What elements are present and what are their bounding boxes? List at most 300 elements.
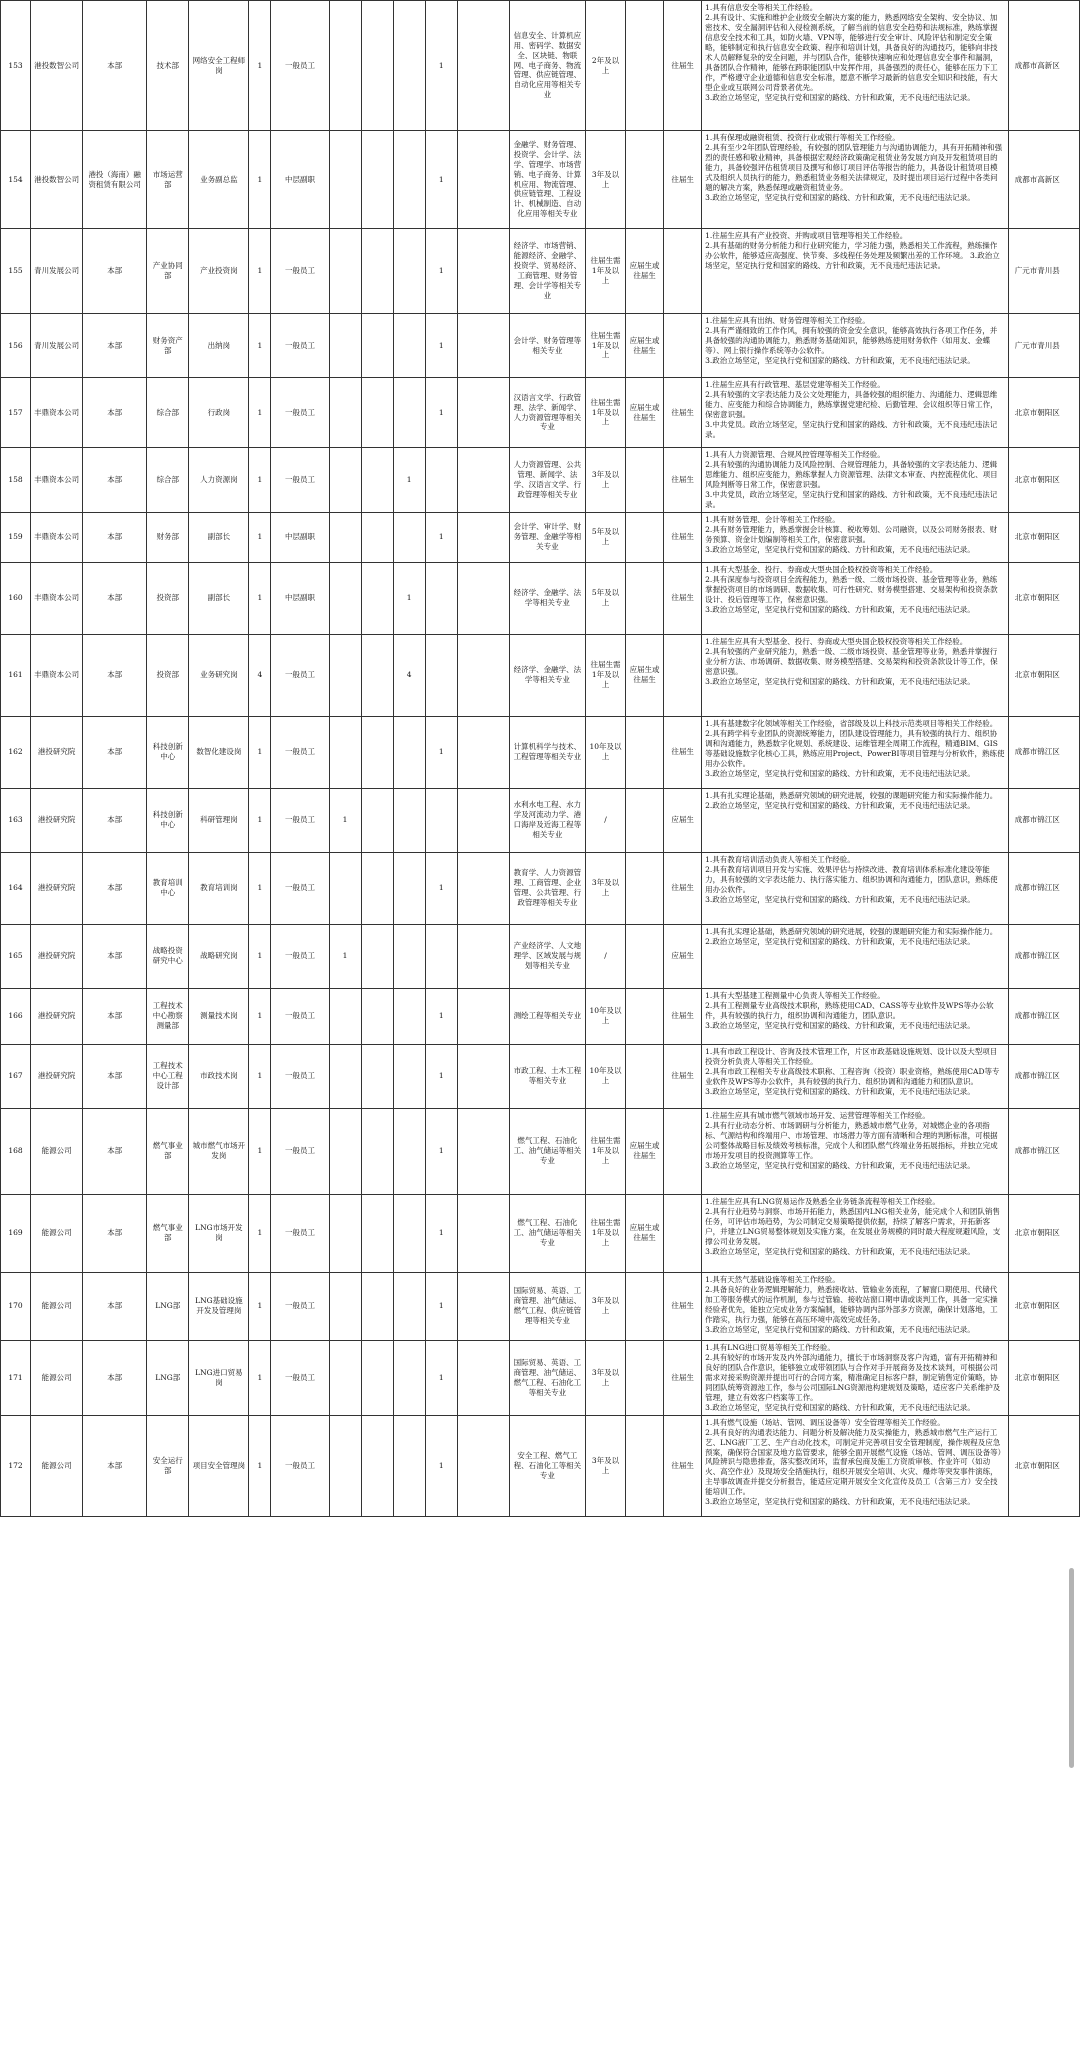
quota-cell-4: 1 <box>425 1340 457 1415</box>
no-cell: 164 <box>1 852 31 924</box>
quota-cell-2 <box>361 229 393 314</box>
post-cell: 人力资源岗 <box>189 448 249 513</box>
table-row <box>1 634 1080 716</box>
quota-cell-5 <box>457 1272 509 1340</box>
company-cell: 丰鼎资本公司 <box>31 378 83 448</box>
quota-cell-4: 1 <box>425 512 457 562</box>
experience-cell: 3年及以上 <box>585 131 625 229</box>
candidate-type-cell <box>626 1340 664 1415</box>
department-cell: 财务部 <box>147 512 189 562</box>
department-cell: 教育培训中心 <box>147 852 189 924</box>
unit-cell: 本部 <box>83 1340 147 1415</box>
major-cell: 人力资源管理、公共管理、新闻学、法学、汉语言文学、行政管理等相关专业 <box>509 448 585 513</box>
quota-cell-3 <box>393 131 425 229</box>
requirements-cell: 1.往届生应具有出纳、财务管理等相关工作经验。 2.具有严谨细致的工作作风，拥有较强的资金安全意识，能够高效执行各项工作任务，并具备较强的沟通协调能力，熟悉财务基础知识，能够熟练使用财务软件（如用友、金蝶等）、网上银行操作系统等办公软件。 3.政治立场坚定，坚定执行党和国家的路线、方针和政策，无不良违纪违法记录。 <box>702 314 1009 378</box>
requirements-cell: 1.往届生应具有城市燃气领域市场开发、运营管理等相关工作经验。 2.具有行业动态分析、市场调研与分析能力，熟悉城市燃气业务，对城燃企业的各项指标、气源结构和终端用户、市场管理、市场潜力等方面有清晰和合理的判断标准，可根据公司整体战略目标及绩效考核标准，完成个人和团队燃气终端业务拓展指标，并独立完成市场开发项目的投资测算等工作。 3.政治立场坚定，坚定执行党和国家的路线、方针和政策，无不良违纪违法记录。 <box>702 1108 1009 1194</box>
requirements-cell: 1.往届生应具有大型基金、投行、券商或大型央国企股权投资等相关工作经验。 2.具有较强的产业研究能力，熟悉一级、二级市场投资、基金管理等业务，熟悉并掌握行业分析方法、市场调研、数据收集、财务模型搭建、交易架构和投资条款设计等工作，保密意识强。 3.政治立场坚定，坚定执行党和国家的路线、方针和政策，无不良违纪违法记录。 <box>702 634 1009 716</box>
quota-cell-4 <box>425 924 457 988</box>
major-cell: 燃气工程、石油化工、油气储运等相关专业 <box>509 1108 585 1194</box>
candidate-type-cell <box>626 1272 664 1340</box>
target-cell: 往届生 <box>664 131 702 229</box>
requirements-cell: 1.具有市政工程设计、咨询及技术管理工作，片区市政基础设施规划、设计以及大型项目投资分析负责人等相关工作经验。 2.具有市政工程相关专业高级技术职称、工程咨询（投资）职业资格，熟练使用CAD等专业软件及WPS等办公软件，具有较强的执行力、组织协调和沟通能力和团队意识。 3.政治立场坚定，坚定执行党和国家的路线、方针和政策，无不良违纪违法记录。 <box>702 1044 1009 1108</box>
quota-cell-4: 1 <box>425 852 457 924</box>
quota-cell-5 <box>457 448 509 513</box>
headcount-cell: 1 <box>249 448 271 513</box>
quota-cell-5 <box>457 229 509 314</box>
department-cell: 安全运行部 <box>147 1415 189 1516</box>
no-cell: 159 <box>1 512 31 562</box>
unit-cell: 本部 <box>83 1415 147 1516</box>
post-cell: 测量技术岗 <box>189 988 249 1044</box>
quota-cell-2 <box>361 988 393 1044</box>
experience-cell: / <box>585 924 625 988</box>
level-cell: 一般员工 <box>271 788 329 852</box>
post-cell: 业务副总监 <box>189 131 249 229</box>
company-cell: 丰鼎资本公司 <box>31 634 83 716</box>
headcount-cell: 1 <box>249 131 271 229</box>
quota-cell-4: 1 <box>425 131 457 229</box>
headcount-cell: 1 <box>249 1044 271 1108</box>
quota-cell-3 <box>393 1272 425 1340</box>
post-cell: 业务研究岗 <box>189 634 249 716</box>
department-cell: 燃气事业部 <box>147 1108 189 1194</box>
unit-cell: 本部 <box>83 448 147 513</box>
quota-cell-1 <box>329 1108 361 1194</box>
location-cell: 成都市锦江区 <box>1008 924 1079 988</box>
target-cell <box>664 1108 702 1194</box>
experience-cell: 3年及以上 <box>585 1415 625 1516</box>
company-cell: 能源公司 <box>31 1272 83 1340</box>
headcount-cell: 1 <box>249 788 271 852</box>
level-cell: 一般员工 <box>271 229 329 314</box>
department-cell: LNG部 <box>147 1272 189 1340</box>
quota-cell-2 <box>361 512 393 562</box>
quota-cell-1 <box>329 1340 361 1415</box>
post-cell: 教育培训岗 <box>189 852 249 924</box>
location-cell: 北京市朝阳区 <box>1008 634 1079 716</box>
quota-cell-2 <box>361 716 393 788</box>
quota-cell-5 <box>457 1108 509 1194</box>
level-cell: 一般员工 <box>271 314 329 378</box>
unit-cell: 本部 <box>83 1044 147 1108</box>
requirements-cell: 1.具有大型基金、投行、券商或大型央国企股权投资等相关工作经验。 2.具有深度参与投资项目全流程能力，熟悉一级、二级市场投资、基金管理等业务，熟练掌握投资项目的市场调研、数据收集、可行性研究、财务模型搭建、交易架构和投资条款设计、投后管理等工作，保密意识强。 3.政治立场坚定，坚定执行党和国家的路线、方针和政策，无不良违纪违法记录。 <box>702 562 1009 634</box>
headcount-cell: 1 <box>249 852 271 924</box>
table-row <box>1 788 1080 852</box>
quota-cell-5 <box>457 788 509 852</box>
experience-cell: 3年及以上 <box>585 1340 625 1415</box>
location-cell: 北京市朝阳区 <box>1008 562 1079 634</box>
quota-cell-1 <box>329 1044 361 1108</box>
quota-cell-3 <box>393 1340 425 1415</box>
experience-cell: 往届生需1年及以上 <box>585 1108 625 1194</box>
company-cell: 港投研究院 <box>31 924 83 988</box>
candidate-type-cell <box>626 448 664 513</box>
headcount-cell: 1 <box>249 1194 271 1272</box>
company-cell: 丰鼎资本公司 <box>31 562 83 634</box>
no-cell: 162 <box>1 716 31 788</box>
target-cell: 往届生 <box>664 988 702 1044</box>
quota-cell-3 <box>393 314 425 378</box>
candidate-type-cell: 应届生或往届生 <box>626 378 664 448</box>
unit-cell: 本部 <box>83 512 147 562</box>
major-cell: 测绘工程等相关专业 <box>509 988 585 1044</box>
table-row <box>1 1340 1080 1415</box>
target-cell: 往届生 <box>664 1 702 131</box>
quota-cell-2 <box>361 1415 393 1516</box>
company-cell: 港投研究院 <box>31 852 83 924</box>
headcount-cell: 4 <box>249 634 271 716</box>
location-cell: 成都市高新区 <box>1008 131 1079 229</box>
experience-cell: 往届生需1年及以上 <box>585 634 625 716</box>
table-row <box>1 229 1080 314</box>
headcount-cell: 1 <box>249 229 271 314</box>
quota-cell-2 <box>361 924 393 988</box>
location-cell: 成都市锦江区 <box>1008 1108 1079 1194</box>
quota-cell-2 <box>361 314 393 378</box>
quota-cell-3 <box>393 1 425 131</box>
department-cell: LNG部 <box>147 1340 189 1415</box>
no-cell: 163 <box>1 788 31 852</box>
experience-cell: 往届生需1年及以上 <box>585 314 625 378</box>
table-row <box>1 448 1080 513</box>
quota-cell-5 <box>457 1 509 131</box>
department-cell: 工程技术中心勘察测量部 <box>147 988 189 1044</box>
level-cell: 一般员工 <box>271 634 329 716</box>
post-cell: 行政岗 <box>189 378 249 448</box>
level-cell: 中层副职 <box>271 131 329 229</box>
table-row <box>1 1415 1080 1516</box>
headcount-cell: 1 <box>249 1415 271 1516</box>
quota-cell-1 <box>329 1272 361 1340</box>
quota-cell-2 <box>361 1 393 131</box>
unit-cell: 本部 <box>83 852 147 924</box>
level-cell: 一般员工 <box>271 1340 329 1415</box>
table-row <box>1 314 1080 378</box>
requirements-cell: 1.具有教育培训活动负责人等相关工作经验。 2.具有教育培训项目开发与实施、效果评估与持续改进、教育培训体系标准化建设等能力，具有较强的文字表达能力、执行落实能力、组织协调和沟通能力，团队意识，熟练使用办公软件。 3.政治立场坚定，坚定执行党和国家的路线、方针和政策，无不良违纪违法记录。 <box>702 852 1009 924</box>
quota-cell-4: 1 <box>425 1 457 131</box>
company-cell: 港投研究院 <box>31 788 83 852</box>
quota-cell-1 <box>329 378 361 448</box>
no-cell: 166 <box>1 988 31 1044</box>
table-row <box>1 1194 1080 1272</box>
candidate-type-cell: 应届生或往届生 <box>626 229 664 314</box>
candidate-type-cell <box>626 1415 664 1516</box>
post-cell: LNG进口贸易岗 <box>189 1340 249 1415</box>
unit-cell: 本部 <box>83 924 147 988</box>
quota-cell-1 <box>329 852 361 924</box>
department-cell: 市场运营部 <box>147 131 189 229</box>
target-cell: 往届生 <box>664 562 702 634</box>
quota-cell-2 <box>361 1108 393 1194</box>
candidate-type-cell: 应届生或往届生 <box>626 634 664 716</box>
quota-cell-4: 1 <box>425 378 457 448</box>
quota-cell-1 <box>329 229 361 314</box>
requirements-cell: 1.具有信息安全等相关工作经验。 2.具有设计、实施和维护企业级安全解决方案的能力，熟悉网络安全架构、安全协议、加密技术、安全漏洞评估和入侵检测系统，了解当前的信息安全趋势和法规标准，熟练掌握信息安全技术和工具，如防火墙、VPN等，能够进行安全审计、风险评估和制定安全策略，能够制定和执行信息安全政策、程序和培训计划，具备良好的沟通技巧，能够向非技术人员解释复杂的安全问题，并与团队合作，能够快速响应和处理信息安全事件和漏洞，具备团队合作精神，能够在跨职能团队中发挥作用，具备强烈的责任心，能够在压力下工作，严格遵守企业道德和信息安全标准，愿意不断学习最新的信息安全知识和技能，有大型企业或互联网公司背景者优先。 3.政治立场坚定，坚定执行党和国家的路线、方针和政策，无不良违纪违法记录。 <box>702 1 1009 131</box>
unit-cell: 本部 <box>83 1 147 131</box>
table-row <box>1 1044 1080 1108</box>
quota-cell-4: 1 <box>425 988 457 1044</box>
quota-cell-4: 1 <box>425 1415 457 1516</box>
quota-cell-5 <box>457 634 509 716</box>
quota-cell-1 <box>329 562 361 634</box>
no-cell: 158 <box>1 448 31 513</box>
quota-cell-2 <box>361 562 393 634</box>
department-cell: 投资部 <box>147 562 189 634</box>
quota-cell-4: 1 <box>425 229 457 314</box>
quota-cell-1: 1 <box>329 924 361 988</box>
major-cell: 产业经济学、人文地理学、区域发展与规划等相关专业 <box>509 924 585 988</box>
post-cell: 城市燃气市场开发岗 <box>189 1108 249 1194</box>
level-cell: 中层副职 <box>271 512 329 562</box>
table-row <box>1 852 1080 924</box>
quota-cell-1: 1 <box>329 788 361 852</box>
headcount-cell: 1 <box>249 314 271 378</box>
target-cell: 往届生 <box>664 1272 702 1340</box>
no-cell: 168 <box>1 1108 31 1194</box>
quota-cell-3 <box>393 1194 425 1272</box>
major-cell: 燃气工程、石油化工、油气储运等相关专业 <box>509 1194 585 1272</box>
quota-cell-3 <box>393 716 425 788</box>
major-cell: 信息安全、计算机应用、密码学、数据安全、区块链、物联网、电子商务、物流管理、供应链管理、自动化应用等相关专业 <box>509 1 585 131</box>
quota-cell-4: 1 <box>425 1194 457 1272</box>
requirements-cell: 1.具有财务管理、会计等相关工作经验。 2.具有财务管理能力，熟悉掌握会计核算、税收筹划、公司融资，以及公司财务报表、财务预算、资金计划编制等相关工作，保密意识强。 3.政治立场坚定，坚定执行党和国家的路线、方针和政策，无不良违纪违法记录。 <box>702 512 1009 562</box>
quota-cell-3: 1 <box>393 448 425 513</box>
no-cell: 157 <box>1 378 31 448</box>
no-cell: 156 <box>1 314 31 378</box>
target-cell: 应届生 <box>664 788 702 852</box>
target-cell <box>664 1194 702 1272</box>
no-cell: 169 <box>1 1194 31 1272</box>
requirements-cell: 1.具有保理或融资租赁、投资行业或银行等相关工作经验。 2.具有至少2年团队管理经验，有较强的团队管理能力与沟通协调能力，具有开拓精神和强烈的责任感和敬业精神，具备根据宏观经济政策确定租赁业务发展方向及开发租赁项目的能力，具备较强评估租赁项目及撰写和修订项目评估等报告的能力，具备设计租赁项目模式及组织人员执行的能力，熟悉租赁业务相关法律规定，及时提出项目运行过程中各类问题的解决方案，熟悉保理或融资租赁业务。 3.政治立场坚定，坚定执行党和国家的路线、方针和政策，无不良违纪违法记录。 <box>702 131 1009 229</box>
department-cell: 综合部 <box>147 378 189 448</box>
table-row <box>1 1108 1080 1194</box>
candidate-type-cell: 应届生或往届生 <box>626 1194 664 1272</box>
company-cell: 丰鼎资本公司 <box>31 448 83 513</box>
unit-cell: 本部 <box>83 378 147 448</box>
quota-cell-2 <box>361 131 393 229</box>
table-row <box>1 512 1080 562</box>
quota-cell-5 <box>457 988 509 1044</box>
company-cell: 能源公司 <box>31 1340 83 1415</box>
post-cell: 科研管理岗 <box>189 788 249 852</box>
unit-cell: 本部 <box>83 1108 147 1194</box>
department-cell: 科技创新中心 <box>147 716 189 788</box>
quota-cell-1 <box>329 716 361 788</box>
target-cell: 应届生 <box>664 924 702 988</box>
quota-cell-1 <box>329 1415 361 1516</box>
candidate-type-cell <box>626 562 664 634</box>
level-cell: 一般员工 <box>271 1044 329 1108</box>
no-cell: 153 <box>1 1 31 131</box>
level-cell: 一般员工 <box>271 1415 329 1516</box>
requirements-cell: 1.往届生应具有产业投资、并购或项目管理等相关工作经验。 2.具有基础的财务分析能力和行业研究能力，学习能力强，熟悉相关工作流程，熟练操作办公软件，能够适应高强度、快节奏、多线程任务处理及频繁出差的工作环境。 3.政治立场坚定，坚定执行党和国家的路线、方针和政策，无不良违纪违法记录。 <box>702 229 1009 314</box>
level-cell: 一般员工 <box>271 1194 329 1272</box>
unit-cell: 港投（海南）融资租赁有限公司 <box>83 131 147 229</box>
department-cell: 战略投资研究中心 <box>147 924 189 988</box>
requirements-cell: 1.具有大型基建工程测量中心负责人等相关工作经验。 2.具有工程测量专业高级技术职称，熟练使用CAD、CASS等专业软件及WPS等办公软件，具有较强的执行力，组织协调和沟通能力，团队意识。 3.政治立场坚定，坚定执行党和国家的路线、方针和政策，无不良违纪违法记录。 <box>702 988 1009 1044</box>
major-cell: 国际贸易、英语、工商管理、油气储运、燃气工程、供应链管理等相关专业 <box>509 1272 585 1340</box>
quota-cell-2 <box>361 634 393 716</box>
quota-cell-4: 1 <box>425 314 457 378</box>
no-cell: 171 <box>1 1340 31 1415</box>
quota-cell-1 <box>329 634 361 716</box>
quota-cell-5 <box>457 716 509 788</box>
quota-cell-4 <box>425 788 457 852</box>
quota-cell-5 <box>457 314 509 378</box>
location-cell: 北京市朝阳区 <box>1008 1194 1079 1272</box>
candidate-type-cell <box>626 988 664 1044</box>
quota-cell-2 <box>361 852 393 924</box>
post-cell: 产业投资岗 <box>189 229 249 314</box>
quota-cell-3 <box>393 512 425 562</box>
quota-cell-2 <box>361 788 393 852</box>
location-cell: 北京市朝阳区 <box>1008 1415 1079 1516</box>
major-cell: 经济学、市场营销、能源经济、金融学、投资学、贸易经济、工商管理、财务管理、会计学等相关专业 <box>509 229 585 314</box>
headcount-cell: 1 <box>249 562 271 634</box>
table-row <box>1 378 1080 448</box>
major-cell: 水利水电工程、水力学及河流动力学、港口海岸及近海工程等相关专业 <box>509 788 585 852</box>
table-row <box>1 1272 1080 1340</box>
post-cell: 项目安全管理岗 <box>189 1415 249 1516</box>
quota-cell-5 <box>457 1340 509 1415</box>
requirements-cell: 1.具有燃气设施（场站、管网、调压设备等）安全管理等相关工作经验。 2.具有良好的沟通表达能力、问题分析及解决能力及实操能力，熟悉城市燃气生产运行工艺、LNG液厂工艺、生产自动化技术，可制定并完善项目安全管理制度，操作规程及应急预案，确保符合国家及地方监管要求，能够全面开展燃气设施（场站、管网、调压设备等）风险辨识与隐患排查，落实整改闭环，监督承包商及施工方资质审核、作业许可（如动火、高空作业）及现场安全措施执行，组织开展安全培训、火灾、爆炸等突发事件演练，主导事故调查并提交分析报告，能适应定期开展安全文化宣传及员工（含第三方）安全技能培训工作。 3.政治立场坚定，坚定执行党和国家的路线、方针和政策，无不良违纪违法记录。 <box>702 1415 1009 1516</box>
candidate-type-cell: 应届生或往届生 <box>626 1108 664 1194</box>
level-cell: 一般员工 <box>271 852 329 924</box>
experience-cell: 5年及以上 <box>585 512 625 562</box>
location-cell: 成都市高新区 <box>1008 1 1079 131</box>
post-cell: 战略研究岗 <box>189 924 249 988</box>
quota-cell-4 <box>425 634 457 716</box>
candidate-type-cell <box>626 788 664 852</box>
major-cell: 汉语言文学、行政管理、法学、新闻学、人力资源管理等相关专业 <box>509 378 585 448</box>
quota-cell-5 <box>457 378 509 448</box>
no-cell: 167 <box>1 1044 31 1108</box>
no-cell: 155 <box>1 229 31 314</box>
quota-cell-1 <box>329 314 361 378</box>
location-cell: 北京市朝阳区 <box>1008 1340 1079 1415</box>
requirements-cell: 1.具有天然气基础设施等相关工作经验。 2.具备良好的业务逻辑理解能力，熟悉接收站、管输业务流程，了解窗口期使用、代储代加工等服务模式的运作机制，参与过管输、接收站窗口期申请或谈判工作，具备一定实操经验者优先，能独立完成业务方案编制，能够协调内部外部多方资源，确保计划落地，工作踏实，执行力强，能够在高压环境中高效完成任务。 3.政治立场坚定，坚定执行党和国家的路线、方针和政策，无不良违纪违法记录。 <box>702 1272 1009 1340</box>
quota-cell-1 <box>329 131 361 229</box>
unit-cell: 本部 <box>83 988 147 1044</box>
location-cell: 成都市锦江区 <box>1008 1044 1079 1108</box>
quota-cell-5 <box>457 1415 509 1516</box>
major-cell: 会计学、财务管理等相关专业 <box>509 314 585 378</box>
post-cell: 数智化建设岗 <box>189 716 249 788</box>
post-cell: 网络安全工程师岗 <box>189 1 249 131</box>
level-cell: 一般员工 <box>271 448 329 513</box>
candidate-type-cell <box>626 924 664 988</box>
major-cell: 会计学、审计学、财务管理、金融学等相关专业 <box>509 512 585 562</box>
headcount-cell: 1 <box>249 512 271 562</box>
unit-cell: 本部 <box>83 229 147 314</box>
quota-cell-3 <box>393 988 425 1044</box>
target-cell <box>664 229 702 314</box>
location-cell: 广元市青川县 <box>1008 229 1079 314</box>
quota-cell-3 <box>393 788 425 852</box>
experience-cell: 10年及以上 <box>585 716 625 788</box>
post-cell: 出纳岗 <box>189 314 249 378</box>
requirements-cell: 1.具有扎实理论基础，熟悉研究领域的研究进展，较强的课题研究能力和实际操作能力。 2.政治立场坚定，坚定执行党和国家的路线、方针和政策，无不良违纪违法记录。 <box>702 788 1009 852</box>
level-cell: 中层副职 <box>271 562 329 634</box>
quota-cell-4 <box>425 448 457 513</box>
company-cell: 青川发展公司 <box>31 314 83 378</box>
quota-cell-4 <box>425 562 457 634</box>
quota-cell-3: 1 <box>393 562 425 634</box>
post-cell: 副部长 <box>189 512 249 562</box>
headcount-cell: 1 <box>249 924 271 988</box>
target-cell: 往届生 <box>664 512 702 562</box>
experience-cell: / <box>585 788 625 852</box>
table-row <box>1 1 1080 131</box>
quota-cell-4: 1 <box>425 1108 457 1194</box>
quota-cell-2 <box>361 448 393 513</box>
unit-cell: 本部 <box>83 1272 147 1340</box>
target-cell: 往届生 <box>664 1044 702 1108</box>
quota-cell-5 <box>457 131 509 229</box>
quota-cell-3 <box>393 852 425 924</box>
experience-cell: 3年及以上 <box>585 1272 625 1340</box>
quota-cell-2 <box>361 1272 393 1340</box>
quota-cell-3 <box>393 1044 425 1108</box>
quota-cell-3: 4 <box>393 634 425 716</box>
department-cell: 燃气事业部 <box>147 1194 189 1272</box>
quota-cell-5 <box>457 1044 509 1108</box>
department-cell: 科技创新中心 <box>147 788 189 852</box>
target-cell: 往届生 <box>664 852 702 924</box>
table-row <box>1 924 1080 988</box>
level-cell: 一般员工 <box>271 378 329 448</box>
candidate-type-cell: 应届生或往届生 <box>626 314 664 378</box>
location-cell: 成都市锦江区 <box>1008 788 1079 852</box>
company-cell: 港投数智公司 <box>31 131 83 229</box>
quota-cell-2 <box>361 378 393 448</box>
company-cell: 港投数智公司 <box>31 1 83 131</box>
target-cell: 往届生 <box>664 1340 702 1415</box>
quota-cell-1 <box>329 448 361 513</box>
company-cell: 港投研究院 <box>31 988 83 1044</box>
scrollbar[interactable] <box>1069 1568 1074 1768</box>
requirements-cell: 1.具有LNG进口贸易等相关工作经验。 2.具有较好的市场开发及内外部沟通能力，擅长于市场洞察及客户沟通，富有开拓精神和良好的团队合作意识，能够独立或带领团队与合作对手开展商务及技术谈判，可根据公司需求对接采购资源并提出可行的合同方案，精准确定目标客户群，制定销售定价策略，协同团队统筹资源池工作，参与公司国际LNG资源池构建规划及策略，适应客户关系维护及管理，建立有效客户档案等工作。 3.政治立场坚定，坚定执行党和国家的路线、方针和政策，无不良违纪违法记录。 <box>702 1340 1009 1415</box>
quota-cell-5 <box>457 562 509 634</box>
major-cell: 计算机科学与技术、工程管理等相关专业 <box>509 716 585 788</box>
experience-cell: 往届生需1年及以上 <box>585 1194 625 1272</box>
headcount-cell: 1 <box>249 1340 271 1415</box>
no-cell: 161 <box>1 634 31 716</box>
requirements-cell: 1.具有基建数字化领域等相关工作经验，省部级及以上科技示范类项目等相关工作经验。 2.具有跨学科专业团队的资源统筹能力，团队建设管理能力，具有较强的执行力、组织协调和沟通能力，熟悉数字化规划、系统建设、运维管理全周期工作流程，精通BIM、GIS等基础设施数字化核心工具，熟练应用Project、PowerBI等项目管理与分析软件，熟练使用办公软件。 3.政治立场坚定，坚定执行党和国家的路线、方针和政策，无不良违纪违法记录。 <box>702 716 1009 788</box>
company-cell: 青川发展公司 <box>31 229 83 314</box>
post-cell: LNG市场开发岗 <box>189 1194 249 1272</box>
experience-cell: 3年及以上 <box>585 852 625 924</box>
table-row <box>1 988 1080 1044</box>
quota-cell-3 <box>393 924 425 988</box>
level-cell: 一般员工 <box>271 1272 329 1340</box>
candidate-type-cell <box>626 131 664 229</box>
experience-cell: 10年及以上 <box>585 1044 625 1108</box>
unit-cell: 本部 <box>83 716 147 788</box>
location-cell: 北京市朝阳区 <box>1008 378 1079 448</box>
target-cell: 往届生 <box>664 1415 702 1516</box>
requirements-cell: 1.具有扎实理论基础，熟悉研究领域的研究进展，较强的课题研究能力和实际操作能力。 2.政治立场坚定，坚定执行党和国家的路线、方针和政策，无不良违纪违法记录。 <box>702 924 1009 988</box>
major-cell: 教育学、人力资源管理、工商管理、企业管理、公共管理、行政管理等相关专业 <box>509 852 585 924</box>
quota-cell-4: 1 <box>425 1044 457 1108</box>
experience-cell: 往届生需1年及以上 <box>585 378 625 448</box>
unit-cell: 本部 <box>83 562 147 634</box>
company-cell: 港投研究院 <box>31 716 83 788</box>
company-cell: 丰鼎资本公司 <box>31 512 83 562</box>
level-cell: 一般员工 <box>271 716 329 788</box>
requirements-cell: 1.往届生应具有LNG贸易运作及熟悉全业务链条流程等相关工作经验。 2.具有行业趋势与洞察、市场开拓能力，熟悉国内LNG相关业务，能完成个人和团队销售任务，可评估市场趋势，为公司制定交易策略提供依据，持续了解客户需求，开拓新客户，并建立LNG贸易整体规划及实施方案，在发展业务规模的同时最大程度规避风险，支撑公司业务发展。 3.政治立场坚定，坚定执行党和国家的路线、方针和政策，无不良违纪违法记录。 <box>702 1194 1009 1272</box>
table-row <box>1 131 1080 229</box>
